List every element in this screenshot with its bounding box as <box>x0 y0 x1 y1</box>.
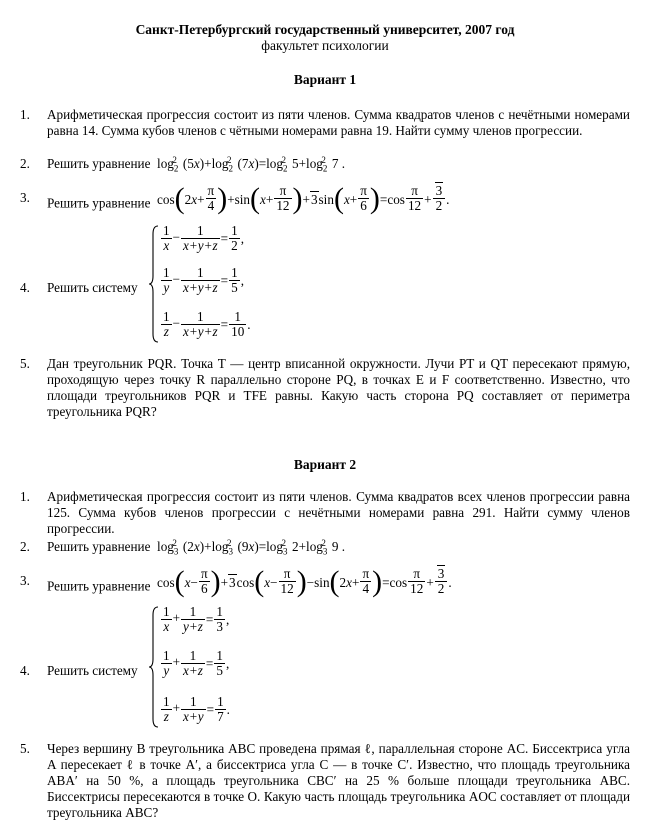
faculty-title: факультет психологии <box>261 38 389 53</box>
system-equation-3: $\frac{1}{z}$ − $\frac{1}{x+y+z}$ = $\frac{1}{10}$ . <box>163 309 251 339</box>
variant-1-title: Вариант 1 <box>293 72 357 87</box>
problem-number: 4. <box>20 280 30 295</box>
problem-number: 1. <box>20 107 30 122</box>
system-equation-1: $\frac{1}{x}$ − $\frac{1}{x+y+z}$ = $\frac{1}{2}$ , <box>163 223 244 253</box>
problem-number: 1. <box>20 489 30 504</box>
problem-number: 5. <box>20 741 30 756</box>
problem-text <box>47 156 630 172</box>
variant-2-title: Вариант 2 <box>293 457 357 472</box>
problem-number: 3. <box>20 573 30 588</box>
problem-text: Через вершину B треугольника ABC проведена прямая ℓ, параллельная стороне AC. Биссектриса угла A пересекает ℓ в точке A′, а биссектриса угла C — в точке C′. Известно, что площадь треугольника ABA′ на 50 %, а площадь треугольника CBC′ на 25 % больше площади треугольника ABC. Биссектрисы пересекаются в точке O. Какую часть площадь треугольника AOC составляет от площади треугольника ABC? <box>47 741 630 820</box>
problem-text <box>47 564 630 602</box>
problem-number: 2. <box>20 539 30 554</box>
system-equation-1: $\frac{1}{x}$ + $\frac{1}{y+z}$ = $\frac{1}{3}$ , <box>163 604 230 634</box>
problem-text: Арифметическая прогрессия состоит из пяти членов. Сумма квадратов всех членов прогрессии равна 125. Сумма кубов членов прогрессии с нечётными номерами равна 291. Найти сумму членов прогрессии. <box>47 489 630 536</box>
equation: $\log_2^2 (5x)+\log_2^2$ $(7x)=\log_2^2$ $5+\log_2^2$ 7 . <box>153 154 346 174</box>
problem-text: Арифметическая прогрессия состоит из пяти членов. Сумма квадратов членов с нечётными номерами равна 14. Сумма кубов членов с чётными номерами равна 19. Найти сумму членов прогрессии. <box>47 107 630 138</box>
problem-label: Решить систему <box>47 663 138 678</box>
problem-text <box>47 539 630 555</box>
variant-2-problem-4 <box>20 605 630 730</box>
problem-number: 2. <box>20 156 30 171</box>
problem-label: Решить систему <box>47 280 138 295</box>
equation: $\log_3^2 (2x)+\log_3^2$ $(9x)=\log_3^2$ $2+\log_3^2$ 9 . <box>153 537 346 557</box>
problem-label: Решить уравнение <box>47 539 151 554</box>
problem-text: Дан треугольник PQR. Точка T — центр вписанной окружности. Лучи PT и QT пересекают прямую, проходящую через точку R параллельно стороне PQ, в точках E и F соответственно. Известно, что площади треугольников PQR и TFE равны. Какую часть сторона PQ составляет от периметра треугольника PQR? <box>47 356 630 419</box>
problem-number: 5. <box>20 356 30 371</box>
equation: cos(2x+ $\frac{\pi}{4}$ )+sin(x+ $\frac{\pi}{12}$ )+3sin(x+ $\frac{\pi}{6}$ )=cos $\frac{\pi}{12}$ + $\frac{3}{2}$ . <box>153 181 450 215</box>
problem-label: Решить уравнение <box>47 195 151 211</box>
university-title: Санкт-Петербургский государственный университет, 2007 год <box>135 22 515 37</box>
problem-number: 4. <box>20 663 30 678</box>
problem-label: Решить уравнение <box>47 578 151 594</box>
problem-label: Решить уравнение <box>47 156 151 171</box>
left-brace-icon <box>148 224 160 344</box>
system-equation-2: $\frac{1}{y}$ − $\frac{1}{x+y+z}$ = $\frac{1}{5}$ , <box>163 265 244 295</box>
problem-text <box>47 181 630 219</box>
system-equation-2: $\frac{1}{y}$ + $\frac{1}{x+z}$ = $\frac{1}{5}$ , <box>163 648 230 678</box>
system-equation-3: $\frac{1}{z}$ + $\frac{1}{x+y}$ = $\frac{1}{7}$ . <box>163 694 230 724</box>
left-brace-icon <box>148 605 160 729</box>
variant-1-problem-4 <box>20 224 630 344</box>
equation: cos(x− $\frac{\pi}{6}$ )+3cos(x− $\frac{\pi}{12}$ )−sin(2x+ $\frac{\pi}{4}$ )=cos $\frac{\pi}{12}$ + $\frac{3}{2}$ . <box>153 564 452 598</box>
problem-number: 3. <box>20 190 30 205</box>
